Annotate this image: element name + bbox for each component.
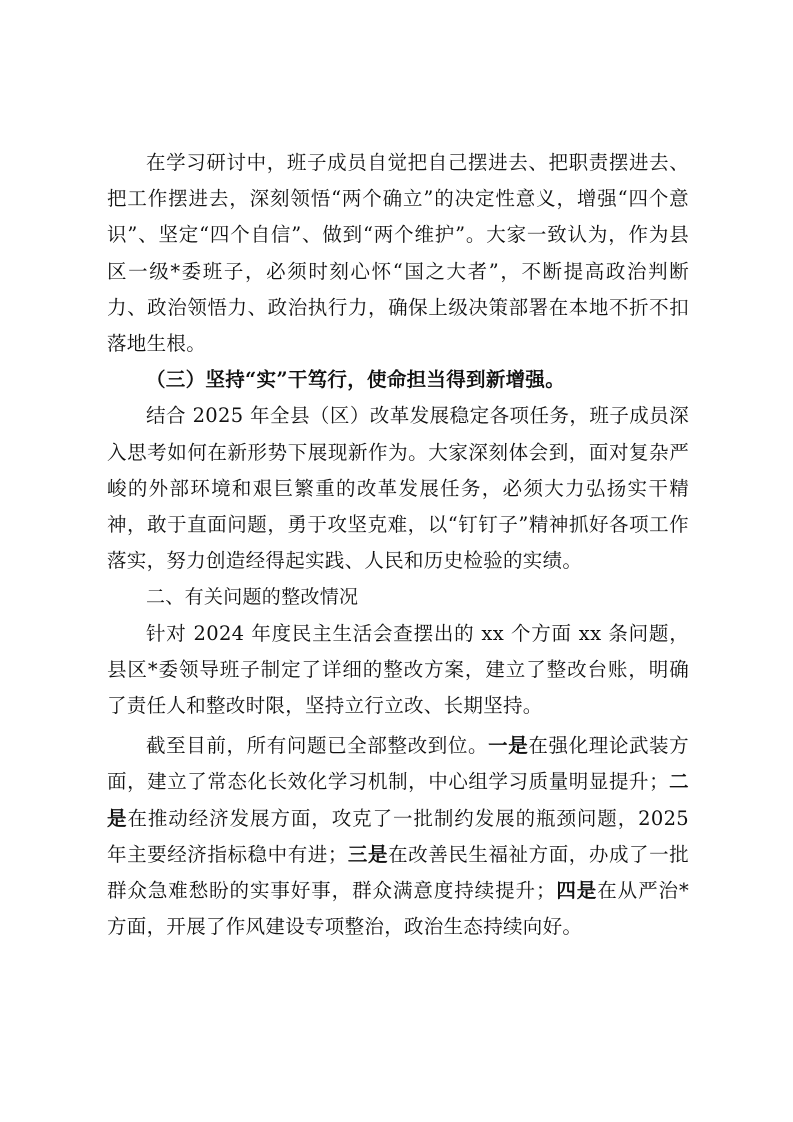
document-body	[107, 145, 689, 945]
point-2-label: 二是	[107, 770, 689, 830]
section-heading-rectification: 二、有关问题的整改情况	[146, 586, 359, 609]
point-4-text: 在从严治*方面，开展了作风建设专项整治，政治生态持续向好。	[107, 879, 689, 939]
paragraph-reform-tasks: 结合 2025 年全县（区）改革发展稳定各项任务，班子成员深入思考如何在新形势下展现新作为。大家深刻体会到，面对复杂严峻的外部环境和艰巨繁重的改革发展任务，必须大力弘扬实干精神，敢于直面问题，勇于攻坚克难，以“钉钉子”精神抓好各项工作落实，努力创造经得起实践、人民和历史检验的实绩。	[107, 404, 689, 573]
point-1-label: 一是	[488, 734, 529, 758]
point-3-label: 三是	[347, 842, 389, 866]
paragraph-study-discussion: 在学习研讨中，班子成员自觉把自己摆进去、把职责摆进去、把工作摆进去，深刻领悟“两个确立”的决定性意义，增强“四个意识”、坚定“四个自信”、做到“两个维护”。大家一致认为，作为县区一级*委班子，必须时刻心怀“国之大者”，不断提高政治判断力、政治领悟力、政治执行力，确保上级决策部署在本地不折不扣落地生根。	[107, 151, 689, 356]
results-intro: 截至目前，所有问题已全部整改到位。	[146, 734, 489, 758]
point-3-text: 在改善民生福祉方面，办成了一批群众急难愁盼的实事好事，群众满意度持续提升；	[107, 842, 689, 903]
point-2-text: 在推动经济发展方面，攻克了一批制约发展的瓶颈问题，2025 年主要经济指标稳中有进；	[107, 806, 689, 866]
point-1-text: 在强化理论武装方面，建立了常态化长效化学习机制，中心组学习质量明显提升；	[107, 734, 689, 794]
paragraph-rectification-plan: 针对 2024 年度民主生活会查摆出的 xx 个方面 xx 条问题，县区*委领导班子制定了详细的整改方案，建立了整改台账，明确了责任人和整改时限，坚持立行立改、长期坚持。	[107, 621, 689, 718]
point-4-label: 四是	[555, 879, 598, 903]
subheading-practical-work: （三）坚持“实”干笃行，使命担当得到新增强。	[146, 368, 566, 392]
paragraph-rectification-results	[107, 728, 689, 945]
